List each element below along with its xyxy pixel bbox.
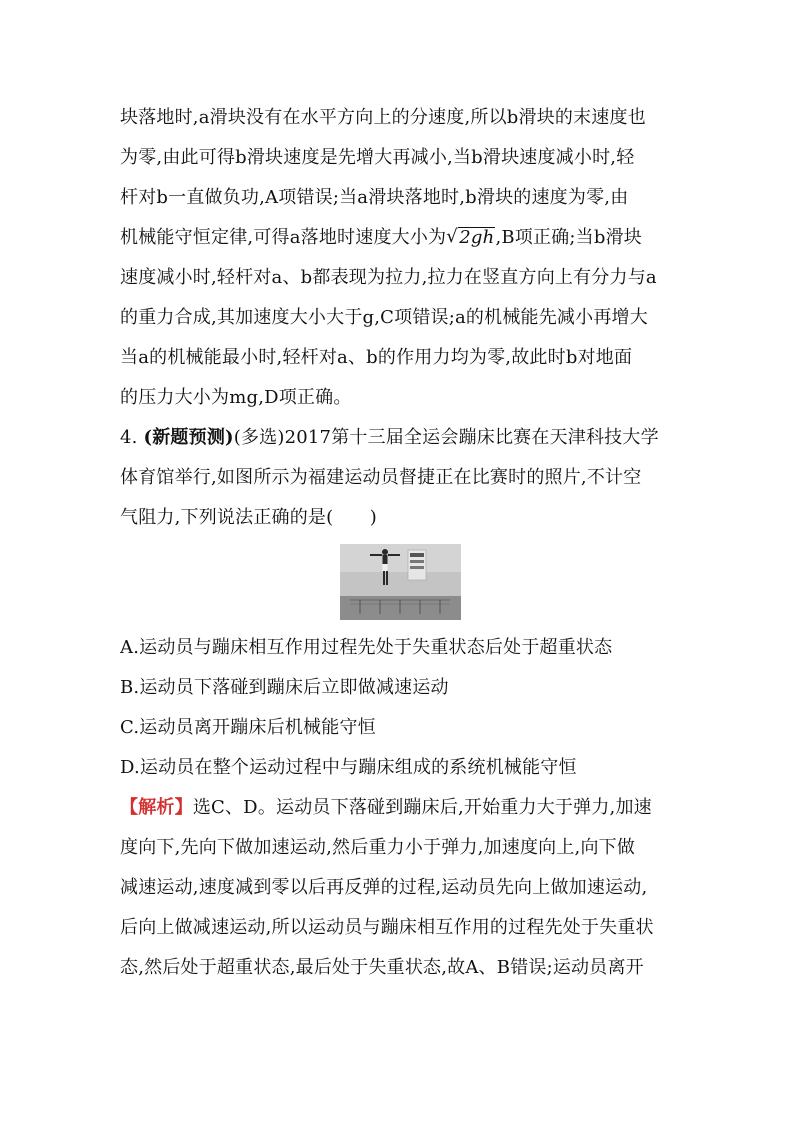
analysis-label: 【解析】 [120,797,193,818]
figure [120,542,680,622]
analysis-line: 后向上做减速运动,所以运动员与蹦床相互作用的过程先处于失重状 [120,917,654,938]
option-d: D.运动员在整个运动过程中与蹦床组成的系统机械能守恒 [120,757,577,778]
text-line: 为零,由此可得b滑块速度是先增大再减小,当b滑块速度减小时,轻 [120,147,635,168]
analysis-line: 减速运动,速度减到零以后再反弹的过程,运动员先向上做加速运动, [120,877,648,898]
analysis-line: 度向下,先向下做加速运动,然后重力小于弹力,加速度向上,向下做 [120,837,636,858]
text-line: 速度减小时,轻杆对a、b都表现为拉力,拉力在竖直方向上有分力与a [120,267,657,288]
text-line: 杆对b一直做负功,A项错误;当a滑块落地时,b滑块的速度为零,由 [120,187,629,208]
sqrt-formula [446,218,495,258]
question-line: 气阻力,下列说法正确的是( ) [120,507,377,528]
trampoline-photo [340,544,461,620]
text-line: 的压力大小为mg,D项正确。 [120,387,352,408]
text-span: ,B项正确;当b滑块 [495,227,642,248]
analysis-text: 选C、D。运动员下落碰到蹦床后,开始重力大于弹力,加速 [192,797,652,818]
text-line: 块落地时,a滑块没有在水平方向上的分速度,所以b滑块的末速度也 [120,107,646,128]
text-line: 当a的机械能最小时,轻杆对a、b的作用力均为零,故此时b对地面 [120,347,633,368]
question-text: (多选)2017第十三届全运会蹦床比赛在天津科技大学 [233,427,659,448]
question-tag: (新题预测) [143,427,234,448]
option-c: C.运动员离开蹦床后机械能守恒 [120,717,376,738]
text-line: 的重力合成,其加速度大小大于g,C项错误;a的机械能先减小再增大 [120,307,648,328]
analysis-line: 态,然后处于超重状态,最后处于失重状态,故A、B错误;运动员离开 [120,957,644,978]
question-line [120,418,680,458]
analysis-line [120,788,680,828]
sqrt-content: 2gh [459,227,495,248]
radical-sign-icon: √ [446,226,458,247]
option-a: A.运动员与蹦床相互作用过程先处于失重状态后处于超重状态 [120,637,613,658]
text-span: 机械能守恒定律,可得a落地时速度大小为 [120,227,447,248]
document-page [120,98,680,988]
option-b: B.运动员下落碰到蹦床后立即做减速运动 [120,677,449,698]
text-line-with-formula [120,218,680,258]
question-number: 4. [120,427,138,448]
photo-illustration [340,544,461,620]
question-line: 体育馆举行,如图所示为福建运动员督捷正在比赛时的照片,不计空 [120,467,642,488]
